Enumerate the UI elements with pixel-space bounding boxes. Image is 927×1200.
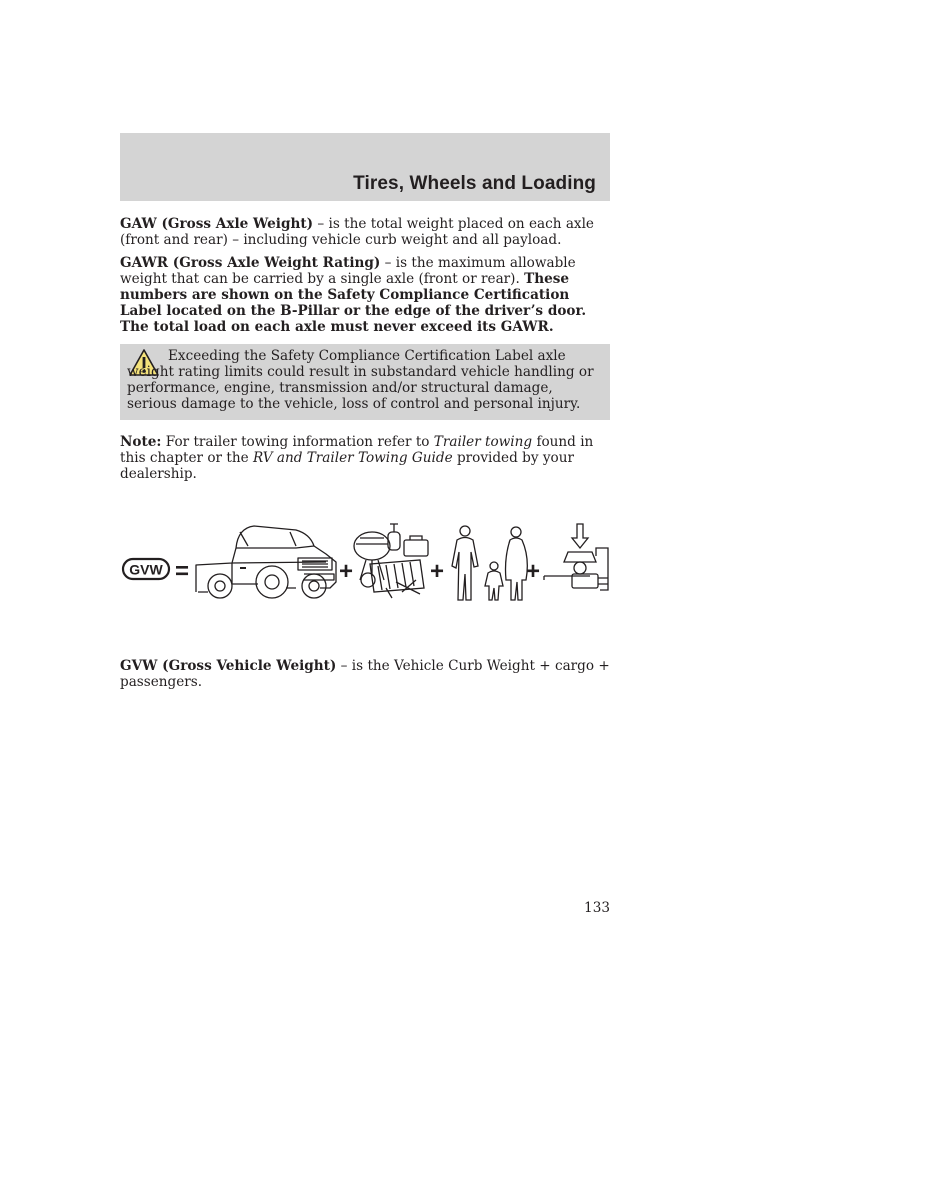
gvw-badge — [123, 559, 169, 579]
gawr-term: GAWR (Gross Axle Weight Rating) — [120, 255, 381, 271]
warning-text: Exceeding the Safety Compliance Certification Label axle weight rating limits could result in substandard vehicle handling or performance, engine, transmission and/or structural damage, serious damage to the vehicle, loss of control and personal injury. — [127, 348, 594, 412]
gawr-emphasis: These numbers are shown on the Safety Compliance Certification Label located on the B-Pillar or the edge of the driver’s door. The total load on each axle must never exceed its GAWR. — [120, 271, 587, 335]
note-label: Note: — [120, 434, 162, 450]
cargo-icon — [354, 524, 428, 598]
plus-sign: + — [429, 558, 445, 585]
gvw-badge-label: GVW — [129, 561, 163, 578]
passengers-icon — [452, 526, 527, 600]
chapter-title: Tires, Wheels and Loading — [353, 173, 596, 194]
note-text-3: provided by your dealership. — [120, 450, 574, 482]
gvw-paragraph — [120, 658, 612, 690]
note-text-1: For trailer towing information refer to — [161, 434, 434, 450]
pickup-truck-icon — [196, 526, 336, 598]
page-number: 133 — [584, 900, 610, 916]
note-text-2: found in this chapter or the — [120, 434, 594, 466]
gaw-paragraph — [120, 216, 612, 248]
gvw-illustration — [120, 518, 612, 608]
equals-sign: = — [174, 558, 190, 585]
gawr-definition: – is the maximum allowable weight that can be carried by a single axle (front or rear). — [120, 255, 576, 287]
trailer-hitch-icon — [544, 524, 608, 590]
gawr-paragraph — [120, 255, 612, 335]
towing-guide-reference: RV and Trailer Towing Guide — [252, 450, 453, 466]
warning-box — [120, 344, 610, 420]
chapter-header — [120, 133, 610, 201]
plus-sign: + — [338, 558, 354, 585]
gvw-definition: – is the Vehicle Curb Weight + cargo + passengers. — [120, 658, 610, 690]
note-paragraph — [120, 434, 612, 482]
plus-sign: + — [525, 558, 541, 585]
gvw-term: GVW (Gross Vehicle Weight) — [120, 658, 337, 674]
trailer-towing-reference: Trailer towing — [433, 434, 533, 450]
gaw-definition: – is the total weight placed on each axle (front and rear) – including vehicle curb weight and all payload. — [120, 216, 594, 248]
gaw-term: GAW (Gross Axle Weight) — [120, 216, 314, 232]
